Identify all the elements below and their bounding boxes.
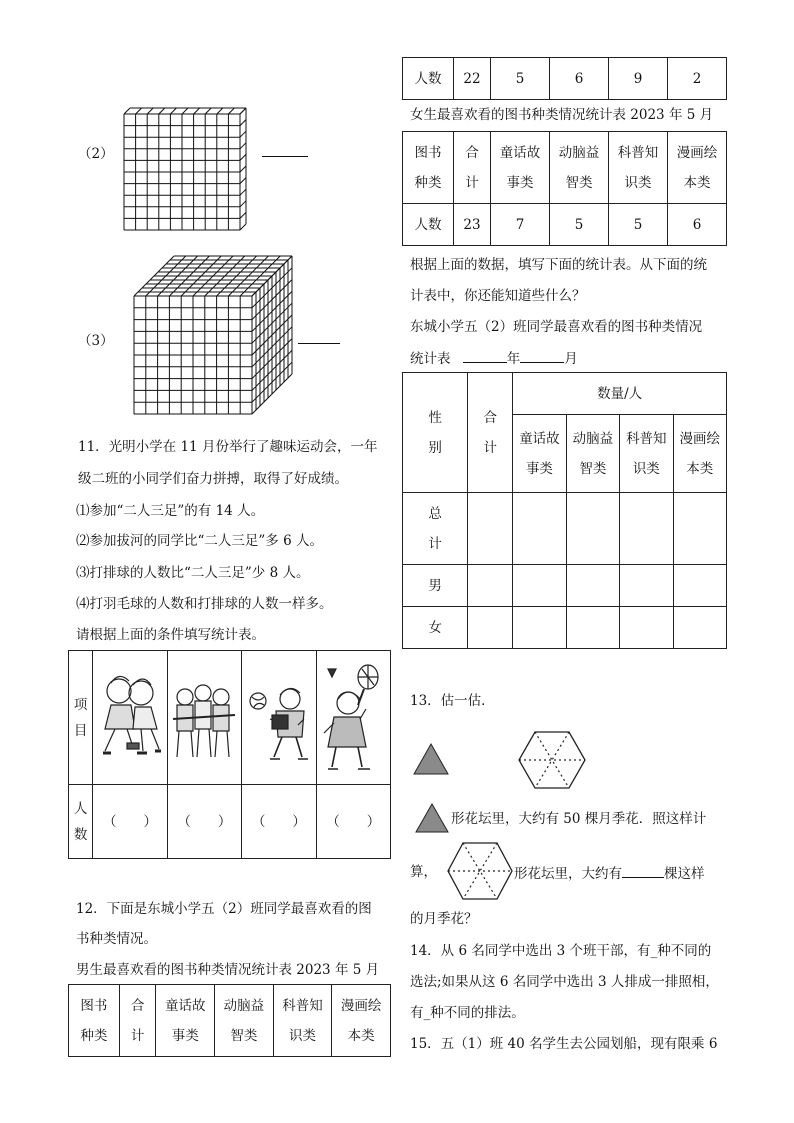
boys-value-science: 9	[609, 58, 668, 100]
answer-line-3[interactable]	[298, 343, 340, 344]
col-book-type: 图书 种类	[69, 985, 120, 1057]
col-total: 合 计	[454, 132, 491, 204]
q11-instruction: 请根据上面的条件填写统计表。	[76, 627, 265, 643]
q13-text-2c: 棵这样	[664, 866, 705, 882]
col-comic: 漫画绘 本类	[668, 132, 727, 204]
col-total: 合 计	[119, 985, 156, 1057]
answer-cell[interactable]	[468, 607, 513, 649]
answer-line-2[interactable]	[262, 156, 308, 157]
col-total: 合 计	[468, 373, 513, 493]
q14-line-1: 14．从 6 名同学中选出 3 个班干部，有_种不同的	[410, 943, 712, 959]
boys-table-caption: 男生最喜欢看的图书种类情况统计表 2023 年 5 月	[76, 962, 380, 978]
answer-cell[interactable]	[620, 565, 673, 607]
q15-line-1: 15．五（1）班 40 名学生去公园划船，现有限乘 6	[410, 1036, 718, 1052]
year-blank[interactable]	[463, 348, 507, 363]
combined-title-1: 东城小学五（2）班同学最喜欢看的图书种类情况	[410, 319, 703, 335]
row-male: 男	[403, 565, 468, 607]
q13-text-3: 的月季花？	[410, 911, 478, 927]
q13-text-2b: 形花坛里，大约有	[514, 866, 622, 882]
figure-3-label: （3）	[78, 333, 114, 349]
q11-condition-4: ⑷打羽毛球的人数和打排球的人数一样多。	[76, 596, 333, 612]
q11-condition-2: ⑵参加拔河的同学比“二人三足”多 6 人。	[76, 533, 323, 549]
q12-task-1: 根据上面的数据，填写下面的统计表。从下面的统	[410, 257, 707, 273]
volleyball-icon	[246, 663, 312, 773]
q12-intro-2: 书种类情况。	[76, 931, 157, 947]
col-brain-teaser: 动脑益 智类	[566, 415, 619, 493]
col-book-type: 图书 种类	[403, 132, 454, 204]
boys-value-brain-teaser: 6	[550, 58, 609, 100]
q11-intro-2: 级二班的小同学们奋力拼搏，取得了好成绩。	[78, 471, 348, 487]
hexagon-icon	[446, 841, 514, 901]
answer-cell[interactable]	[566, 493, 619, 565]
col-quantity: 数量/人	[513, 373, 727, 415]
cube-block-figure-3	[128, 244, 298, 426]
q13-title: 13．估一估．	[410, 693, 495, 709]
col-brain-teaser: 动脑益 智类	[550, 132, 609, 204]
header-text: 项目	[73, 696, 88, 739]
tug-of-war-icon	[171, 663, 237, 773]
col-fairy-tale: 童话故 事类	[156, 985, 215, 1057]
row-label-count: 人数	[403, 204, 454, 246]
sport-cell-three-legged	[93, 651, 167, 785]
sport-cell-tug-of-war	[167, 651, 241, 785]
col-fairy-tale: 童话故 事类	[491, 132, 550, 204]
girls-table	[402, 131, 727, 246]
answer-cell[interactable]	[513, 493, 566, 565]
sport-cell-badminton	[316, 651, 390, 785]
row-female: 女	[403, 607, 468, 649]
row-header-project	[69, 651, 93, 785]
figure-2-label: （2）	[78, 146, 114, 162]
girls-table-caption: 女生最喜欢看的图书种类情况统计表 2023 年 5 月	[410, 107, 714, 123]
q13-text-2	[514, 863, 705, 883]
hexagon-icon	[517, 730, 587, 790]
q12-intro-1: 12．下面是东城小学五（2）班同学最喜欢看的图	[76, 901, 372, 917]
answer-blank[interactable]: （ ）	[93, 785, 167, 859]
triangle-icon	[412, 742, 450, 776]
col-fairy-tale: 童话故 事类	[513, 415, 566, 493]
answer-cell[interactable]	[673, 565, 726, 607]
triangle-icon	[414, 802, 450, 834]
girls-value-science: 5	[609, 204, 668, 246]
girls-value-comic: 6	[668, 204, 727, 246]
answer-cell[interactable]	[673, 607, 726, 649]
three-legged-race-icon	[97, 663, 163, 773]
col-comic: 漫画绘 本类	[673, 415, 726, 493]
row-header-count	[69, 785, 93, 859]
answer-cell[interactable]	[566, 607, 619, 649]
row-label-count: 人数	[403, 58, 454, 100]
answer-cell[interactable]	[620, 493, 673, 565]
month-label: 月	[564, 351, 578, 367]
q14-line-3: 有_种不同的排法。	[410, 1005, 525, 1021]
q13-text-1: 形花坛里，大约有 50 棵月季花．照这样计	[451, 811, 707, 827]
answer-blank[interactable]: （ ）	[242, 785, 316, 859]
answer-cell[interactable]	[513, 565, 566, 607]
cube-grid-figure-2	[118, 104, 248, 240]
combined-title-prefix: 统计表	[410, 351, 451, 367]
sport-cell-volleyball	[242, 651, 316, 785]
q11-intro-1: 11．光明小学在 11 月份举行了趣味运动会，一年	[78, 439, 378, 455]
month-blank[interactable]	[520, 348, 564, 363]
answer-cell[interactable]	[620, 607, 673, 649]
year-label: 年	[506, 351, 521, 367]
combined-title-2	[410, 348, 578, 368]
boys-table-values	[402, 57, 727, 100]
boys-table	[68, 984, 391, 1057]
answer-cell[interactable]	[468, 493, 513, 565]
q12-task-2: 计表中，你还能知道些什么？	[410, 288, 586, 304]
girls-value-total: 23	[454, 204, 491, 246]
col-science: 科普知 识类	[609, 132, 668, 204]
badminton-icon	[320, 661, 386, 775]
answer-blank[interactable]: （ ）	[316, 785, 390, 859]
answer-cell[interactable]	[513, 607, 566, 649]
girls-value-brain-teaser: 5	[550, 204, 609, 246]
boys-value-comic: 2	[668, 58, 727, 100]
sports-table	[68, 650, 391, 859]
answer-cell[interactable]	[673, 493, 726, 565]
q11-condition-3: ⑶打排球的人数比“二人三足”少 8 人。	[76, 565, 310, 581]
col-comic: 漫画绘 本类	[332, 985, 391, 1057]
answer-blank[interactable]	[622, 863, 664, 878]
col-gender: 性 别	[403, 373, 468, 493]
col-brain-teaser: 动脑益 智类	[215, 985, 274, 1057]
q14-line-2: 选法;如果从这 6 名同学中选出 3 人排成一排照相，	[410, 974, 719, 990]
q11-condition-1: ⑴参加“二人三足”的有 14 人。	[76, 503, 265, 519]
girls-value-fairy-tale: 7	[491, 204, 550, 246]
boys-value-total: 22	[454, 58, 491, 100]
answer-cell[interactable]	[566, 565, 619, 607]
answer-blank[interactable]: （ ）	[167, 785, 241, 859]
col-science: 科普知 识类	[273, 985, 332, 1057]
boys-value-fairy-tale: 5	[491, 58, 550, 100]
q13-text-2a: 算，	[410, 864, 437, 880]
answer-cell[interactable]	[468, 565, 513, 607]
row-total: 总 计	[403, 493, 468, 565]
col-science: 科普知 识类	[620, 415, 673, 493]
combined-table	[402, 372, 727, 649]
header-text: 人数	[73, 800, 88, 843]
